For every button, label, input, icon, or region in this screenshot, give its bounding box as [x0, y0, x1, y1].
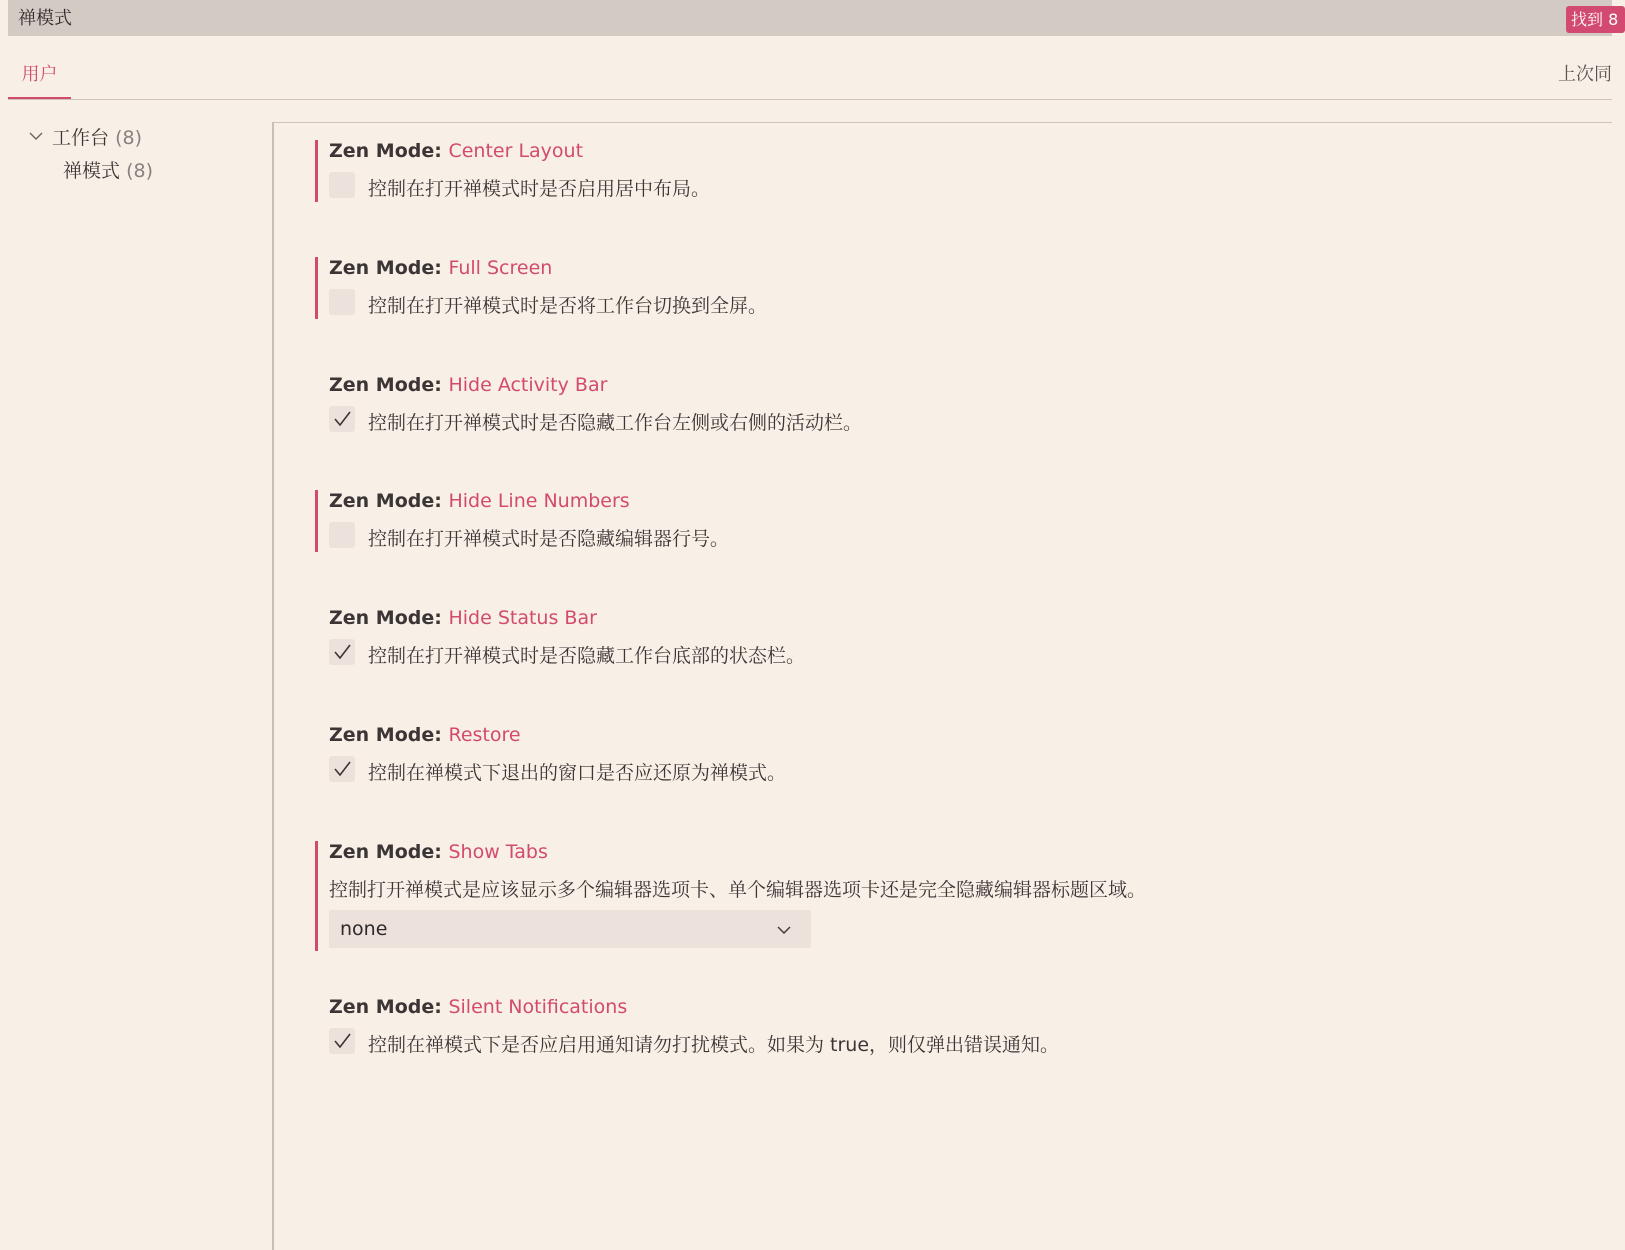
setting-checkbox[interactable]: [329, 406, 355, 432]
toc-item-label: 工作台: [52, 127, 110, 149]
setting-title: Zen Mode: Hide Status Bar: [329, 607, 597, 629]
check-icon: [332, 642, 352, 662]
setting-title: Zen Mode: Silent Notifications: [329, 996, 628, 1018]
settings-search-bar: [8, 0, 1619, 36]
setting-description: 控制在打开禅模式时是否隐藏工作台底部的状态栏。: [368, 645, 806, 667]
setting-description: 控制在打开禅模式时是否隐藏工作台左侧或右侧的活动栏。: [368, 412, 863, 434]
setting-checkbox[interactable]: [329, 756, 355, 782]
setting-checkbox[interactable]: [329, 639, 355, 665]
chevron-down-icon[interactable]: [28, 128, 44, 144]
show-tabs-select[interactable]: [329, 910, 811, 948]
settings-search-input[interactable]: [18, 0, 1418, 36]
check-icon: [332, 759, 352, 779]
toc-item-label: 禅模式: [63, 160, 121, 182]
toc-item-count: (8): [115, 127, 142, 149]
setting-description: 控制在禅模式下是否应启用通知请勿打扰模式。如果为 true，则仅弹出错误通知。: [368, 1034, 1060, 1056]
toc-item-zen-mode[interactable]: [63, 156, 153, 183]
settings-scope-tabs: [8, 36, 1612, 100]
setting-title: Zen Mode: Full Screen: [329, 257, 553, 279]
setting-checkbox[interactable]: [329, 522, 355, 548]
setting-checkbox[interactable]: [329, 172, 355, 198]
select-value: none: [340, 918, 388, 940]
setting-checkbox[interactable]: [329, 289, 355, 315]
chevron-down-icon: [776, 922, 792, 938]
setting-description: 控制在打开禅模式时是否将工作台切换到全屏。: [368, 295, 768, 317]
setting-checkbox[interactable]: [329, 1028, 355, 1054]
setting-title: Zen Mode: Hide Line Numbers: [329, 490, 630, 512]
setting-title: Zen Mode: Show Tabs: [329, 841, 548, 863]
setting-title: Zen Mode: Restore: [329, 724, 521, 746]
setting-title: Zen Mode: Hide Activity Bar: [329, 374, 608, 396]
setting-description: 控制在禅模式下退出的窗口是否应还原为禅模式。: [368, 762, 787, 784]
check-icon: [332, 1031, 352, 1051]
setting-description: 控制打开禅模式是应该显示多个编辑器选项卡、单个编辑器选项卡还是完全隐藏编辑器标题区域。: [329, 879, 1147, 901]
toc-item-count: (8): [126, 160, 153, 182]
search-result-count-badge: 找到 8: [1566, 6, 1625, 33]
setting-description: 控制在打开禅模式时是否启用居中布局。: [368, 178, 711, 200]
last-sync-label: 上次同: [1558, 64, 1612, 85]
toc-item-workbench[interactable]: [52, 123, 142, 150]
check-icon: [332, 409, 352, 429]
setting-description: 控制在打开禅模式时是否隐藏编辑器行号。: [368, 528, 730, 550]
tab-user[interactable]: 用户: [8, 36, 71, 99]
setting-title: Zen Mode: Center Layout: [329, 140, 584, 162]
